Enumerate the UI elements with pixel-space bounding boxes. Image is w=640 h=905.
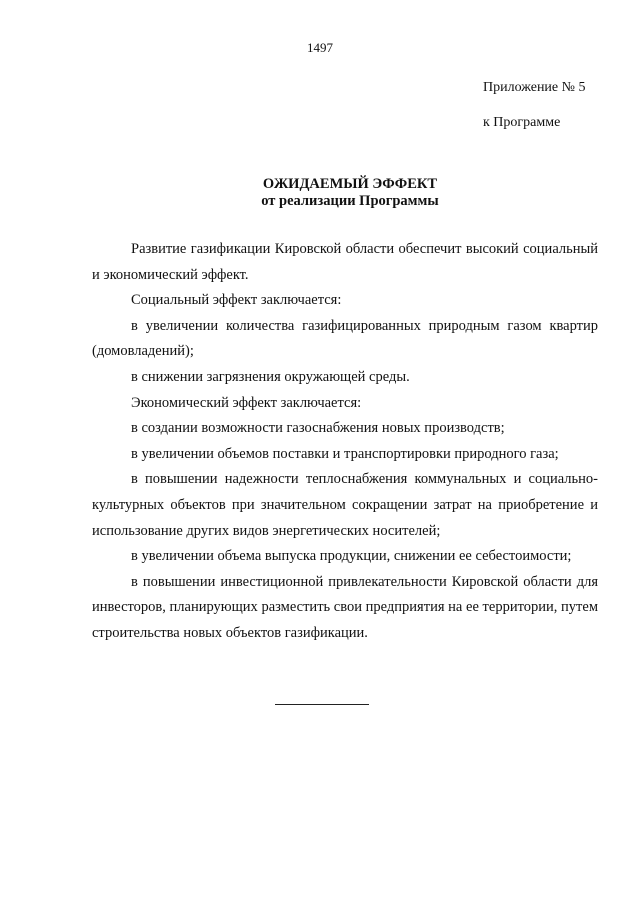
- paragraph-economic-item-4: в увеличении объема выпуска продукции, снижении ее себестоимости;: [131, 548, 572, 565]
- paragraph-intro: Развитие газификации Кировской области обеспечит высокий социальный и экономический эффект.: [92, 241, 598, 283]
- document-subtitle: от реализации Программы: [261, 193, 439, 209]
- paragraph-social-item-2: в снижении загрязнения окружающей среды.: [131, 368, 410, 385]
- paragraph-economic-item-2: в увеличении объемов поставки и транспортировки природного газа;: [131, 445, 559, 462]
- document-body: [92, 237, 598, 647]
- appendix-label: Приложение № 5: [483, 80, 586, 95]
- paragraph-social-item-1: в увеличении количества газифицированных природным газом квартир (домовладений);: [92, 317, 598, 360]
- paragraph-social-heading: Социальный эффект заключается:: [131, 292, 342, 309]
- document-title: ОЖИДАЕМЫЙ ЭФФЕКТ: [262, 176, 438, 192]
- paragraph-economic-item-1: в создании возможности газоснабжения новых производств;: [131, 420, 505, 437]
- separator-line: [275, 704, 369, 705]
- appendix-program-label: к Программе: [483, 115, 561, 130]
- paragraph-economic-heading: Экономический эффект заключается:: [131, 394, 362, 411]
- paragraph-economic-item-5: в повышении инвестиционной привлекательности Кировской области для инвесторов, планирующих разместить свои предприятия на ее территории, путем строительства новых объектов газификации.: [92, 573, 598, 641]
- paragraph-economic-item-3: в повышении надежности теплоснабжения коммунальных и социально-культурных объектов при значительном сокращении затрат на приобретение и использование других видов энергетических носителей;: [92, 471, 598, 539]
- page-number: 1497: [307, 40, 333, 55]
